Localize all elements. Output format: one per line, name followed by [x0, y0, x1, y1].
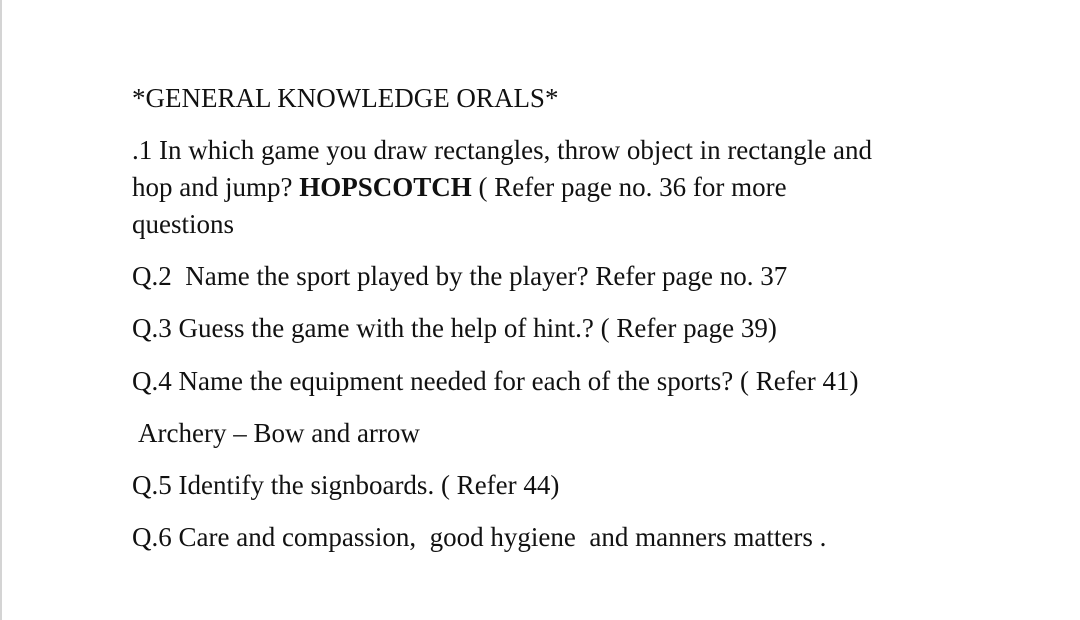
question-6: Q.6 Care and compassion, good hygiene and manners matters . [132, 522, 827, 552]
question-1-answer: HOPSCOTCH [299, 172, 472, 202]
question-1-line-2 [132, 168, 787, 206]
question-4-example: Archery – Bow and arrow [138, 418, 420, 448]
question-1-line-1: .1 In which game you draw rectangles, throw object in rectangle and [132, 135, 872, 165]
question-1-reference: ( Refer page no. 36 for more [471, 172, 787, 202]
question-4: Q.4 Name the equipment needed for each of the sports? ( Refer 41) [132, 366, 859, 396]
page-title: *GENERAL KNOWLEDGE ORALS* [132, 83, 559, 113]
question-1-text: hop and jump? [132, 172, 300, 202]
question-3: Q.3 Guess the game with the help of hint.? ( Refer page 39) [132, 313, 777, 343]
question-2: Q.2 Name the sport played by the player? Refer page no. 37 [132, 261, 788, 291]
question-5: Q.5 Identify the signboards. ( Refer 44) [132, 470, 560, 500]
question-1-line-3: questions [132, 209, 235, 239]
